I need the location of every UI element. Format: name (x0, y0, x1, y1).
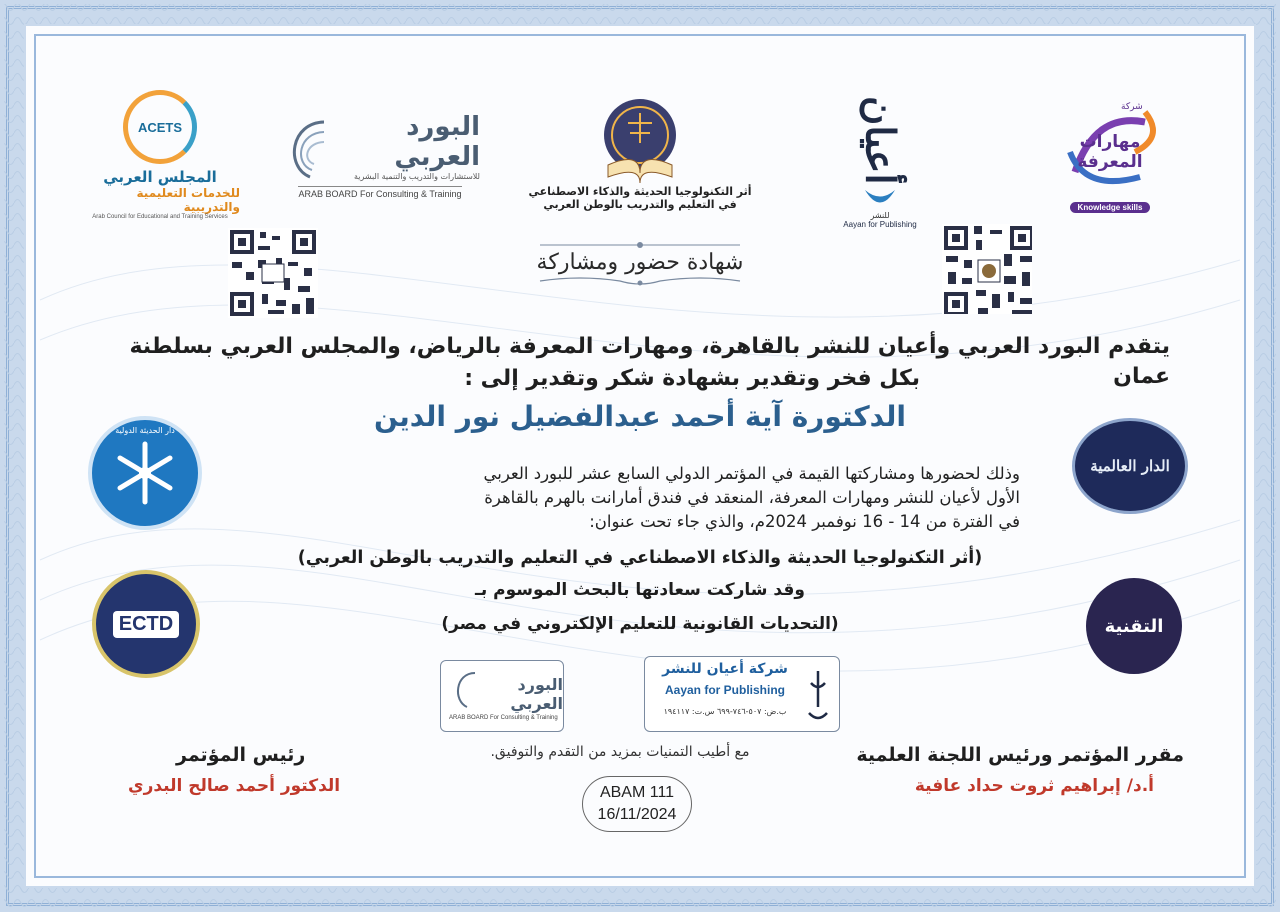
qr-code-right[interactable] (942, 224, 1032, 314)
ai-book-emblem-icon (590, 95, 690, 185)
intro-line-1: يتقدم البورد العربي وأعيان للنشر بالقاهرة، ومهارات المعرفة بالرياض، والمجلس العربي بسلطنة عمان (129, 334, 1170, 389)
body-text (300, 462, 1020, 534)
participation-line: وقد شاركت سعادتها بالبحث الموسوم بـ (475, 580, 805, 600)
certificate-title-banner (520, 240, 760, 296)
conference-logo-line1: أثر التكنولوجيا الحديثة والذكاء الاصطناعي (528, 185, 752, 198)
arab-board-name: البورد العربي (394, 112, 480, 172)
signature-right-title: مقرر المؤتمر ورئيس اللجنة العلمية (856, 744, 1184, 766)
right-badge-2-text: التقنية (1104, 615, 1164, 637)
aayan-sub: للنشر (870, 210, 890, 220)
aayan-stamp (644, 656, 840, 732)
conference-title: (أثر التكنولوجيا الحديثة والذكاء الاصطناعي في التعليم والتدريب بالوطن العربي) (297, 548, 983, 568)
body-line-3: في الفترة من 14 - 16 نوفمبر 2024م، والذي جاء تحت عنوان: (589, 512, 1020, 531)
right-badge-1 (1072, 418, 1188, 514)
stamp-arab-board-english: ARAB BOARD For Consulting & Training (449, 715, 558, 721)
arab-board-english: ARAB BOARD For Consulting & Training (298, 186, 461, 199)
acets-english: Arab Council for Educational and Training Services (92, 214, 228, 220)
acets-logo (80, 90, 240, 220)
paper-title: (التحديات القانونية للتعليم الإلكتروني في مصر) (441, 614, 839, 634)
arab-board-logo (280, 95, 480, 215)
reference-date: 16/11/2024 (597, 806, 677, 823)
reference-code: ABAM 111 (599, 784, 675, 801)
aayan-calligraphy: أعيان (856, 96, 904, 185)
right-badge-2 (1086, 578, 1182, 674)
aayan-logo (830, 85, 930, 240)
reference-box (582, 776, 692, 832)
signature-left-name: الدكتور أحمد صالح البدري (128, 776, 341, 796)
stamp-aayan-info: ب.ض: ٥٠٧-٧٤٦-٦٩٩ س.ت: ١٩٤١١٧ (663, 707, 787, 716)
body-line-2: الأول لأعيان للنشر ومهارات المعرفة، المنعقد في فندق أمارانت بالهرم بالقاهرة (484, 488, 1020, 507)
signature-left-title: رئيس المؤتمر (176, 744, 306, 766)
arab-board-emblem-icon (280, 112, 324, 182)
acets-name: المجلس العربي (103, 168, 217, 186)
aayan-leaf-icon (860, 185, 900, 211)
stamp-aayan-name: شركة أعيان للنشر (662, 661, 788, 677)
knowledge-skills-logo (1040, 82, 1180, 222)
conference-logo (520, 78, 760, 228)
acets-sub: للخدمات التعليمية والتدريبية (136, 186, 240, 214)
stamp-arab-board-emblem-icon (451, 669, 477, 709)
intro-line-2: بكل فخر وتقدير بشهادة شكر وتقدير إلى : (464, 366, 920, 391)
ornament-top-icon (520, 240, 760, 250)
acets-badge: ACETS (137, 119, 183, 135)
body-line-1: وذلك لحضورها ومشاركتها القيمة في المؤتمر الدولي السابع عشر للبورد العربي (483, 464, 1020, 483)
left-badge-1 (88, 416, 202, 530)
stamp-aayan-english: Aayan for Publishing (664, 683, 785, 697)
right-badge-1-text: الدار العالمية (1090, 457, 1170, 475)
wishes-text: مع أطيب التمنيات بمزيد من التقدم والتوفيق. (490, 744, 750, 760)
ornament-bottom-icon (520, 275, 760, 289)
stamp-arab-board-name: البورد العربي (510, 675, 563, 713)
recipient-name: الدكتورة آية أحمد عبدالفضيل نور الدين (374, 400, 906, 433)
knowledge-english: Knowledge skills (1070, 202, 1151, 213)
stamp-aayan-calligraphy-icon (803, 667, 833, 721)
ectd-text: ECTD (118, 612, 174, 635)
certificate-title: شهادة حضور ومشاركة (536, 250, 744, 275)
signature-right-name: أ.د/ إبراهيم ثروت حداد عافية (914, 776, 1154, 796)
qr-code-left[interactable] (228, 228, 318, 318)
knowledge-name: مهارات المعرفة (1077, 131, 1143, 172)
arab-board-sub: للاستشارات والتدريب والتنمية البشرية (353, 172, 480, 181)
arab-board-stamp (440, 660, 564, 732)
snowflake-icon (110, 438, 180, 508)
knowledge-prefix: شركة (1121, 101, 1143, 112)
conference-logo-line2: في التعليم والتدريب بالوطن العربي (543, 198, 737, 211)
left-badge-2 (92, 570, 200, 678)
left-badge-1-text: دار الحديثة الدولية (115, 426, 175, 435)
aayan-english: Aayan for Publishing (843, 219, 917, 229)
